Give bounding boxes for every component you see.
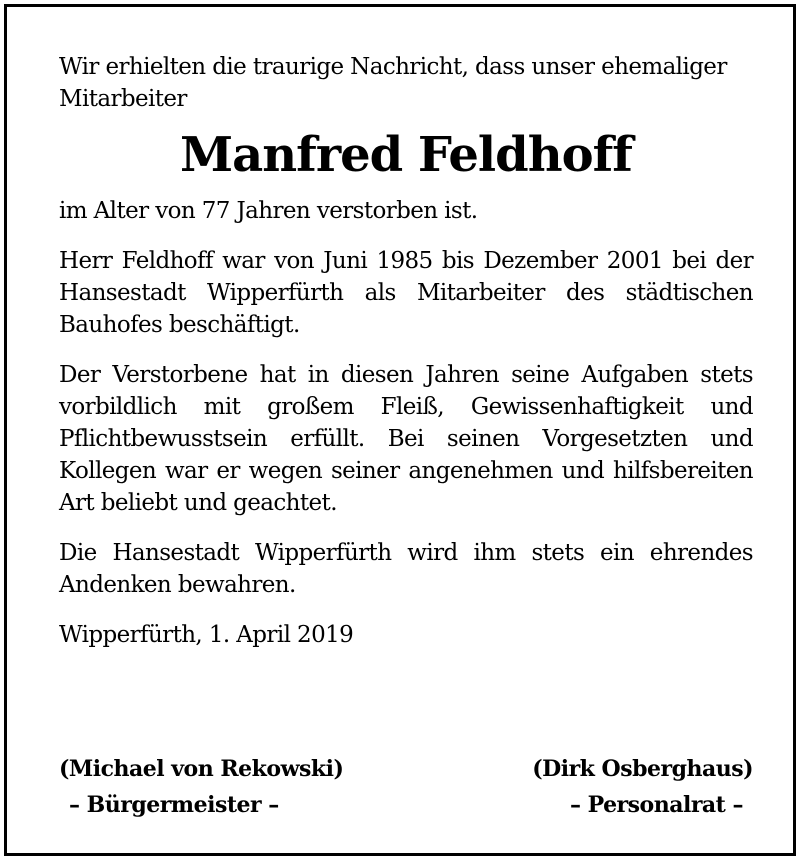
deceased-name: Manfred Feldhoff: [180, 127, 632, 183]
obituary-notice: [4, 4, 796, 856]
signatory-mayor: [59, 751, 343, 823]
notice-body: [59, 51, 753, 651]
intro-text: Wir erhielten die traurige Nachricht, dass unser ehemaliger Mitarbeiter: [59, 54, 727, 112]
signatory-name: (Dirk Osberghaus): [532, 756, 753, 782]
signatory-staff-council: [532, 751, 753, 823]
tribute-paragraph: Der Verstorbene hat in diesen Jahren seine Aufgaben stets vorbildlich mit großem Fleiß, Gewissenhaftigkeit und Pflichtbewusstsein erfüllt. Bei seinen Vorgesetzten und Kollegen war er wegen seiner angenehmen und hilfsbereiten Art beliebt und geachtet.: [59, 362, 753, 516]
age-line: im Alter von 77 Jahren verstorben ist.: [59, 198, 478, 224]
signature-block: [59, 751, 753, 831]
dateline: Wipperfürth, 1. April 2019: [59, 622, 354, 648]
employment-paragraph: Herr Feldhoff war von Juni 1985 bis Dezember 2001 bei der Hansestadt Wipperfürth als Mitarbeiter des städtischen Bauhofes beschäftigt.: [59, 248, 753, 338]
signatory-role: – Personalrat –: [569, 792, 743, 818]
signatory-role: – Bürgermeister –: [69, 792, 279, 818]
memory-paragraph: Die Hansestadt Wipperfürth wird ihm stets ein ehrendes Andenken bewahren.: [59, 540, 753, 598]
signatory-name: (Michael von Rekowski): [59, 756, 344, 782]
